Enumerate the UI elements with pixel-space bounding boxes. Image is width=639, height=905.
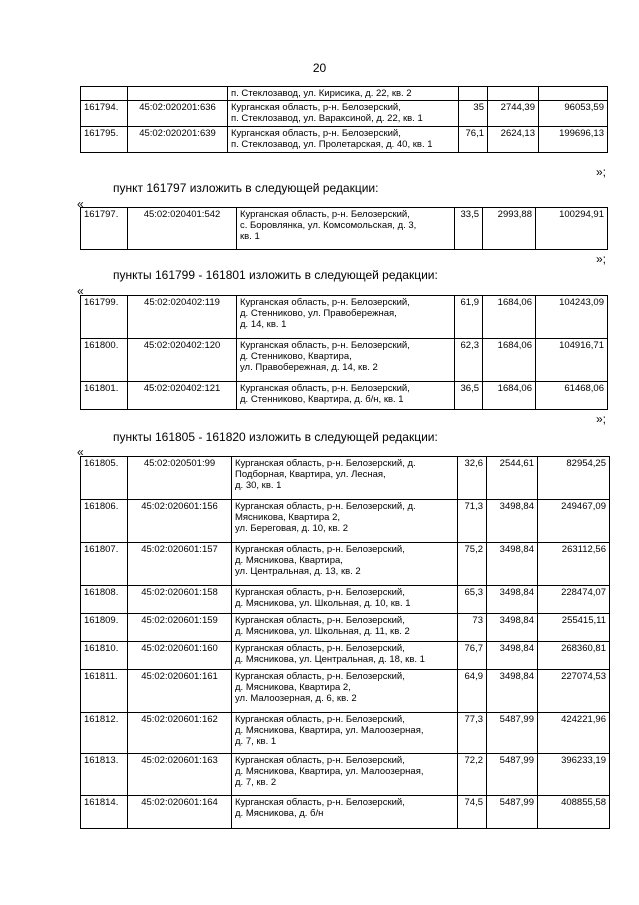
row-number-cell: 161809.	[81, 614, 128, 642]
address-cell	[232, 642, 458, 670]
cadastral-cost-cell: 100294,91	[536, 208, 608, 250]
area-cell: 62,3	[455, 339, 483, 382]
closing-quote: »;	[596, 165, 607, 179]
table-row	[81, 87, 608, 101]
table-row	[81, 796, 610, 829]
table-row	[81, 670, 610, 713]
area-cell: 35	[459, 101, 488, 127]
cadastral-rate-cell: 3498,84	[487, 614, 538, 642]
address-line: Курганская область, р-н. Белозерский, д.	[235, 501, 416, 512]
address-line: д. Мясникова, Квартира, ул. Малоозерная,	[235, 725, 424, 736]
area-cell: 74,5	[458, 796, 487, 829]
cadastral-cost-cell: 396233,19	[538, 754, 610, 796]
cadastral-rate-cell: 3498,84	[487, 500, 538, 543]
address-cell	[232, 543, 458, 586]
opening-quote: «	[77, 284, 84, 298]
area-cell: 76,1	[459, 127, 488, 153]
area-cell: 61,9	[455, 296, 483, 339]
address-line: Курганская область, р-н. Белозерский,	[231, 128, 401, 139]
paragraph-161797: пункт 161797 изложить в следующей редакции:	[113, 181, 379, 195]
address-line: п. Стеклозавод, ул. Кирисика, д. 22, кв. 2	[231, 88, 412, 99]
address-line: ул. Береговая, д. 10, кв. 2	[235, 523, 349, 534]
area-cell: 32,6	[458, 457, 487, 500]
register-table-4	[80, 456, 610, 829]
cadastral-cost-cell	[539, 87, 608, 101]
address-cell	[228, 127, 459, 153]
address-line: Подборная, Квартира, ул. Лесная,	[235, 469, 386, 480]
address-cell	[237, 208, 455, 250]
area-cell: 72,2	[458, 754, 487, 796]
cadastral-cost-cell: 408855,58	[538, 796, 610, 829]
table-row	[81, 382, 608, 410]
cadastral-cost-cell: 424221,96	[538, 713, 610, 754]
row-number-cell: 161795.	[81, 127, 128, 153]
address-line: д. Мясникова, Квартира, ул. Малоозерная,	[235, 766, 424, 777]
address-line: д. 7, кв. 1	[235, 736, 277, 747]
address-line: д. Стенниково, ул. Правобережная,	[240, 308, 397, 319]
address-cell	[232, 457, 458, 500]
area-cell: 64,9	[458, 670, 487, 713]
address-line: Курганская область, р-н. Белозерский,	[235, 643, 405, 654]
area-cell: 76,7	[458, 642, 487, 670]
address-line: Курганская область, р-н. Белозерский,	[235, 797, 405, 808]
cadastral-number-cell: 45:02:020402:120	[128, 339, 237, 382]
table-row	[81, 208, 608, 250]
cadastral-rate-cell: 2544,61	[487, 457, 538, 500]
cadastral-rate-cell: 3498,84	[487, 670, 538, 713]
cadastral-rate-cell: 5487,99	[487, 796, 538, 829]
address-line: Курганская область, р-н. Белозерский,	[240, 340, 410, 351]
cadastral-number-cell: 45:02:020601:164	[128, 796, 232, 829]
area-cell: 75,2	[458, 543, 487, 586]
address-line: Курганская область, р-н. Белозерский,	[235, 615, 405, 626]
address-line: Курганская область, р-н. Белозерский,	[240, 383, 410, 394]
address-line: ул. Центральная, д. 13, кв. 2	[235, 566, 361, 577]
row-number-cell: 161801.	[81, 382, 128, 410]
table-row	[81, 642, 610, 670]
row-number-cell: 161810.	[81, 642, 128, 670]
cadastral-rate-cell: 1684,06	[483, 296, 536, 339]
area-cell: 73	[458, 614, 487, 642]
address-line: д. 14, кв. 1	[240, 319, 287, 330]
address-line: Курганская область, р-н. Белозерский,	[235, 544, 405, 555]
address-line: д. Мясникова, д. б/н	[235, 808, 324, 819]
address-line: кв. 1	[240, 231, 260, 242]
cadastral-cost-cell: 228474,07	[538, 586, 610, 614]
cadastral-cost-cell: 82954,25	[538, 457, 610, 500]
row-number-cell: 161808.	[81, 586, 128, 614]
cadastral-cost-cell: 104916,71	[536, 339, 608, 382]
paragraph-161799-161801: пункты 161799 - 161801 изложить в следующей редакции:	[113, 268, 438, 282]
cadastral-cost-cell: 61468,06	[536, 382, 608, 410]
address-line: д. Стенниково, Квартира, д. б/н, кв. 1	[240, 394, 404, 405]
table-row	[81, 614, 610, 642]
cadastral-number-cell: 45:02:020501:99	[128, 457, 232, 500]
address-line: д. 30, кв. 1	[235, 480, 282, 491]
register-table-3	[80, 295, 608, 410]
address-line: д. Мясникова, ул. Школьная, д. 10, кв. 1	[235, 598, 411, 609]
cadastral-number-cell: 45:02:020601:161	[128, 670, 232, 713]
area-cell: 77,3	[458, 713, 487, 754]
cadastral-number-cell: 45:02:020402:119	[128, 296, 237, 339]
cadastral-number-cell: 45:02:020601:160	[128, 642, 232, 670]
address-line: Курганская область, р-н. Белозерский,	[240, 209, 410, 220]
row-number-cell: 161814.	[81, 796, 128, 829]
address-line: ул. Правобережная, д. 14, кв. 2	[240, 362, 378, 373]
address-line: Курганская область, р-н. Белозерский,	[235, 714, 405, 725]
cadastral-number-cell: 45:02:020601:162	[128, 713, 232, 754]
cadastral-rate-cell: 2993,88	[483, 208, 536, 250]
row-number-cell: 161812.	[81, 713, 128, 754]
cadastral-cost-cell: 249467,09	[538, 500, 610, 543]
address-line: Мясникова, Квартира 2,	[235, 512, 341, 523]
area-cell: 36,5	[455, 382, 483, 410]
register-table-1	[80, 86, 608, 153]
table-row	[81, 101, 608, 127]
address-cell	[232, 754, 458, 796]
cadastral-cost-cell: 96053,59	[539, 101, 608, 127]
address-line: с. Боровлянка, ул. Комсомольская, д. 3,	[240, 220, 417, 231]
address-cell	[228, 101, 459, 127]
cadastral-cost-cell: 263112,56	[538, 543, 610, 586]
cadastral-number-cell: 45:02:020601:157	[128, 543, 232, 586]
row-number-cell: 161807.	[81, 543, 128, 586]
address-cell	[237, 339, 455, 382]
address-cell	[232, 713, 458, 754]
address-line: д. Мясникова, ул. Школьная, д. 11, кв. 2	[235, 626, 410, 637]
cadastral-rate-cell: 3498,84	[487, 586, 538, 614]
area-cell: 71,3	[458, 500, 487, 543]
table-row	[81, 500, 610, 543]
cadastral-number-cell: 45:02:020201:639	[128, 127, 228, 153]
cadastral-number-cell: 45:02:020601:158	[128, 586, 232, 614]
table-row	[81, 127, 608, 153]
address-cell	[232, 586, 458, 614]
cadastral-number-cell: 45:02:020601:159	[128, 614, 232, 642]
table-row	[81, 586, 610, 614]
address-line: Курганская область, р-н. Белозерский,	[235, 755, 405, 766]
table-row	[81, 543, 610, 586]
table-row	[81, 339, 608, 382]
cadastral-cost-cell: 268360,81	[538, 642, 610, 670]
address-line: д. Мясникова, Квартира,	[235, 555, 343, 566]
cadastral-rate-cell: 5487,99	[487, 754, 538, 796]
page-number: 20	[312, 61, 327, 75]
address-line: Курганская область, р-н. Белозерский,	[231, 102, 401, 113]
row-number-cell: 161797.	[81, 208, 128, 250]
table-row	[81, 754, 610, 796]
cadastral-cost-cell: 227074,53	[538, 670, 610, 713]
address-line: Курганская область, р-н. Белозерский,	[235, 671, 405, 682]
cadastral-number-cell: 45:02:020601:163	[128, 754, 232, 796]
row-number-cell: 161800.	[81, 339, 128, 382]
cadastral-number-cell: 45:02:020402:121	[128, 382, 237, 410]
paragraph-161805-161820: пункты 161805 - 161820 изложить в следующей редакции:	[113, 430, 438, 444]
row-number-cell: 161813.	[81, 754, 128, 796]
cadastral-number-cell: 45:02:020201:636	[128, 101, 228, 127]
address-line: д. Мясникова, ул. Центральная, д. 18, кв. 1	[235, 654, 425, 665]
address-cell	[237, 382, 455, 410]
cadastral-cost-cell: 104243,09	[536, 296, 608, 339]
address-cell	[228, 87, 459, 101]
area-cell: 33,5	[455, 208, 483, 250]
cadastral-rate-cell: 1684,06	[483, 339, 536, 382]
row-number-cell: 161799.	[81, 296, 128, 339]
cadastral-rate-cell: 2744,39	[488, 101, 539, 127]
address-line: д. 7, кв. 2	[235, 777, 277, 788]
address-cell	[237, 296, 455, 339]
row-number-cell: 161806.	[81, 500, 128, 543]
address-cell	[232, 614, 458, 642]
row-number-cell: 161811.	[81, 670, 128, 713]
cadastral-number-cell: 45:02:020601:156	[128, 500, 232, 543]
table-row	[81, 713, 610, 754]
address-line: д. Мясникова, Квартира 2,	[235, 682, 351, 693]
table-row	[81, 296, 608, 339]
closing-quote: »;	[596, 252, 607, 266]
address-line: п. Стеклозавод, ул. Вараксиной, д. 22, кв. 1	[231, 113, 423, 124]
row-number-cell	[81, 87, 128, 101]
address-line: Курганская область, р-н. Белозерский,	[235, 587, 405, 598]
table-row	[81, 457, 610, 500]
closing-quote: »;	[596, 412, 607, 426]
cadastral-rate-cell	[488, 87, 539, 101]
cadastral-rate-cell: 3498,84	[487, 642, 538, 670]
area-cell	[459, 87, 488, 101]
cadastral-rate-cell: 3498,84	[487, 543, 538, 586]
row-number-cell: 161805.	[81, 457, 128, 500]
opening-quote: «	[77, 197, 84, 211]
address-cell	[232, 670, 458, 713]
cadastral-rate-cell: 1684,06	[483, 382, 536, 410]
opening-quote: «	[77, 445, 84, 459]
cadastral-cost-cell: 255415,11	[538, 614, 610, 642]
address-line: ул. Малоозерная, д. 6, кв. 2	[235, 693, 357, 704]
address-line: Курганская область, р-н. Белозерский,	[240, 297, 410, 308]
address-line: Курганская область, р-н. Белозерский, д.	[235, 458, 416, 469]
cadastral-rate-cell: 5487,99	[487, 713, 538, 754]
cadastral-rate-cell: 2624,13	[488, 127, 539, 153]
address-line: д. Стенниково, Квартира,	[240, 351, 352, 362]
cadastral-number-cell	[128, 87, 228, 101]
register-table-2	[80, 207, 608, 250]
address-line: п. Стеклозавод, ул. Пролетарская, д. 40, кв. 1	[231, 139, 433, 150]
area-cell: 65,3	[458, 586, 487, 614]
address-cell	[232, 500, 458, 543]
cadastral-cost-cell: 199696,13	[539, 127, 608, 153]
address-cell	[232, 796, 458, 829]
cadastral-number-cell: 45:02:020401:542	[128, 208, 237, 250]
row-number-cell: 161794.	[81, 101, 128, 127]
